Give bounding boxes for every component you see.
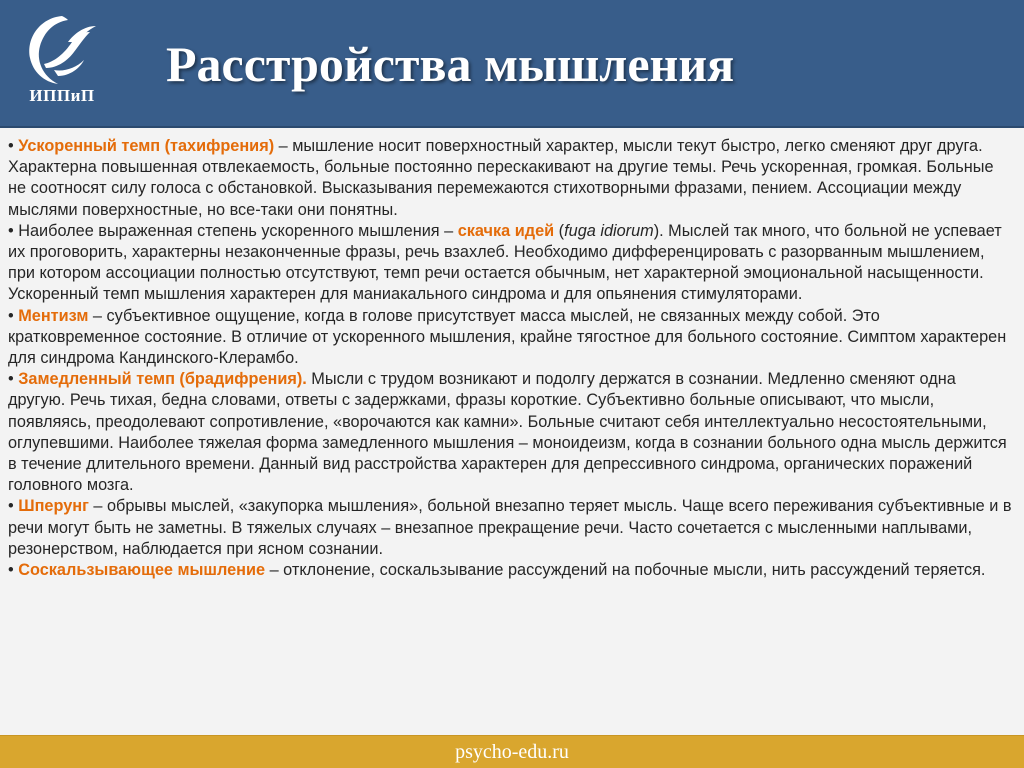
paragraph-bradyphrenia (8, 369, 1014, 496)
bullet: • (8, 497, 14, 516)
paragraph-tachyphrenia (8, 136, 1014, 221)
paragraph-text: – отклонение, соскальзывание рассуждений на побочные мысли, нить рассуждений теряется. (265, 561, 986, 580)
logo-text: ИППиП (29, 86, 95, 105)
term-highlight: Соскальзывающее мышление (18, 561, 266, 580)
term-highlight: Ускоренный темп (тахифрения) (18, 137, 275, 155)
paragraph-text: – субъективное ощущение, когда в голове присутствует масса мыслей, не связанных между собой. Это кратковременное состояние. В отличие от ускоренного мышления, крайне тягостное для больного состояние. Симптом характерен для синдрома Кандинского-Клерамбо. (8, 306, 1007, 368)
paragraph-text: Мысли с трудом возникают и подолгу держатся в сознании. Медленно сменяют одна другую. Речь тихая, бедна словами, ответы с задержками, фразы короткие. Субъективно больные описывают, что мысли, появляясь, преодолевают сопротивление, «ворочаются как камни». Больные считают себя интеллектуально несостоятельными, оглупевшими. Наиболее тяжелая форма замедленного мышления – моноидеизм, когда в сознании больного одна мысль держится в течение длительного времени. Данный вид расстройства характерен для депрессивного синдрома, органических поражений головного мозга. (8, 370, 1007, 495)
bullet: • (8, 370, 14, 389)
bullet: • (8, 221, 14, 240)
term-highlight: Ментизм (18, 306, 89, 325)
paragraph-slipping-thinking (8, 560, 1014, 581)
bullet: • (8, 561, 14, 580)
bullet: • (8, 137, 14, 155)
paragraph-text: – обрывы мыслей, «закупорка мышления», больной внезапно теряет мысль. Чаще всего переживания субъективные и в речи могут быть не заметны. В тяжелых случаях – внезапное прекращение речи. Часто сочетается с мысленными наплывами, резонерством, наблюдается при ясном сознании. (8, 497, 1012, 558)
slide-title: Расстройства мышления (166, 36, 735, 92)
paragraph-text: ( (554, 221, 565, 240)
footer-link[interactable]: psycho-edu.ru (455, 741, 569, 763)
bird-swoosh-icon (24, 12, 100, 88)
term-highlight: скачка идей (457, 221, 555, 240)
latin-term: fuga idiorum (564, 221, 654, 240)
header-bar (0, 0, 1024, 128)
paragraph-sperrung (8, 496, 1014, 560)
term-highlight: Замедленный темп (брадифрения). (18, 370, 307, 389)
body-text (8, 136, 1014, 581)
term-highlight: Шперунг (18, 497, 89, 516)
paragraph-mentism (8, 306, 1014, 370)
paragraph-text: Наиболее выраженная степень ускоренного мышления – (18, 221, 458, 240)
content-area (0, 128, 1024, 735)
paragraph-text: – мышление носит поверхностный характер, мысли текут быстро, легко сменяют друг друга. Характерна повышенная отвлекаемость, больные постоянно перескакивают на другие темы. Речь ускоренная, громкая. Больные не соотносят силу голоса с обстановкой. Высказывания перемежаются стихотворными фразами, пением. Ассоциации между мыслями поверхностные, но все-таки они понятны. (8, 137, 994, 219)
bullet: • (8, 306, 14, 325)
paragraph-text: ). Мыслей так много, что больной не успевает их проговорить, характерны незаконченные фразы, речь взахлеб. Необходимо дифференцировать с разорванным мышлением, при котором ассоциации полностью отсутствуют, темп речи остается обычным, нет характерной эмоциональной насыщенности. Ускоренный темп мышления характерен для маниакального синдрома и для опьянения стимуляторами. (8, 221, 1002, 304)
logo (14, 10, 110, 114)
paragraph-flight-of-ideas (8, 221, 1014, 306)
footer-bar (0, 735, 1024, 768)
